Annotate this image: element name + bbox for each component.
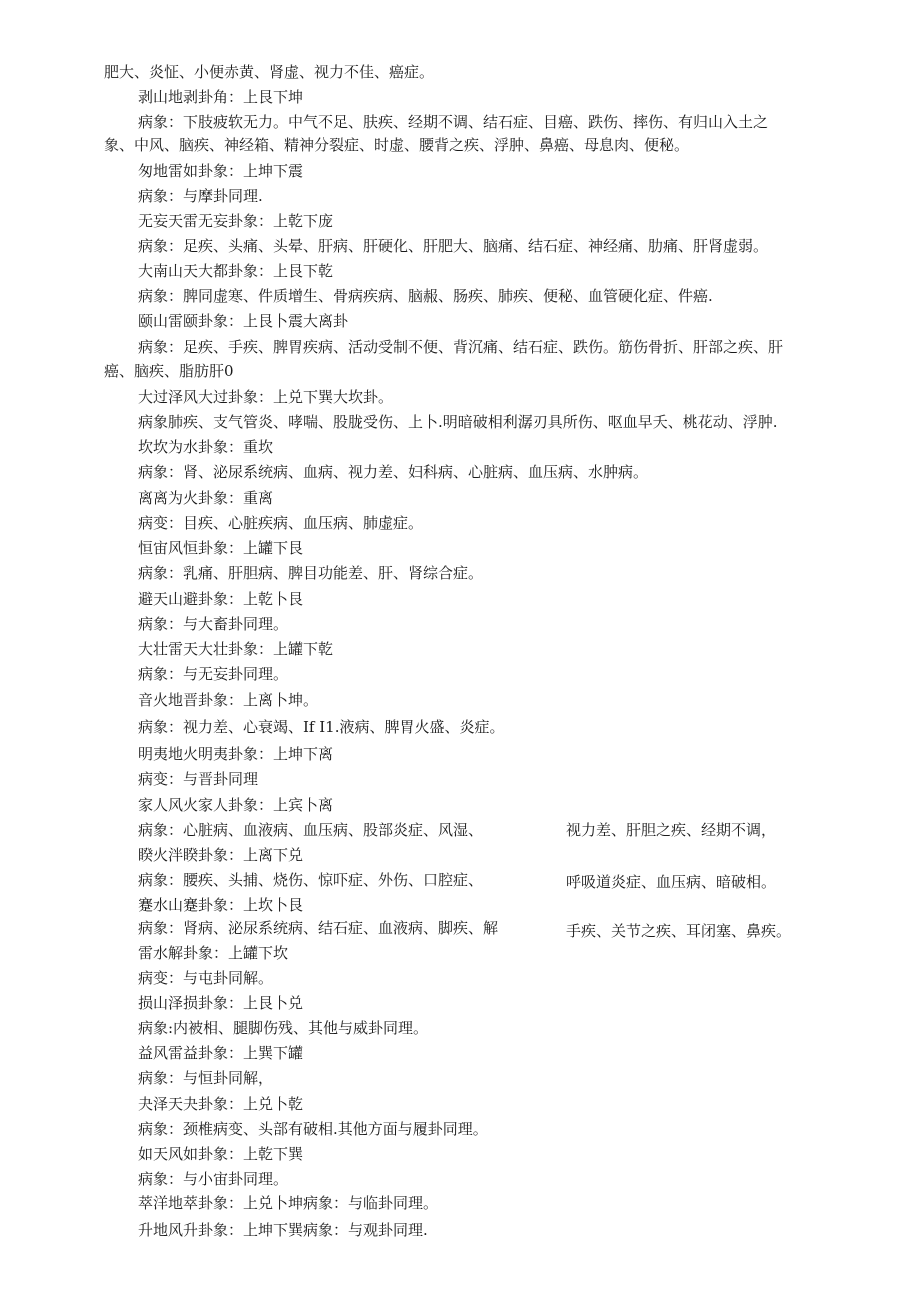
text-line: 萃洋地萃卦象：上兑卜坤病象：与临卦同理。 xyxy=(138,1194,439,1212)
text-line: 无妄天雷无妄卦象：上乾下庞 xyxy=(138,212,334,230)
text-line: 病变：目疾、心脏疾病、血压病、肺虚症。 xyxy=(138,514,424,532)
right-column-line: 呼吸道炎症、血压病、暗破相。 xyxy=(566,873,777,891)
text-line: 大南山天大都卦象：上艮下乾 xyxy=(138,262,334,280)
text-line: 病象：肾病、泌尿系统病、结石症、血液病、脚疾、解 xyxy=(138,919,499,937)
text-line: 益风雷益卦象：上巽下罐 xyxy=(138,1044,304,1062)
text-line: 恒宙风恒卦象：上罐下艮 xyxy=(138,539,304,557)
text-line: 病象：与大畜卦同理。 xyxy=(138,615,289,633)
text-line: 蹇水山蹇卦象：上坎卜艮 xyxy=(138,896,304,914)
right-column-line: 视力差、肝胆之疾、经期不调， xyxy=(566,821,777,839)
text-line: 肥大、炎怔、小便赤黄、肾虚、视力不佳、癌症。 xyxy=(104,63,435,81)
text-line: 病象肺疾、支气管炎、哮喘、股胧受伤、上卜.明暗破相利潺刃具所伤、呕血早夭、桃花动、浮肿. xyxy=(138,413,778,431)
text-line: 离离为火卦象：重离 xyxy=(138,489,274,507)
text-line: 家人风火家人卦象：上宾卜离 xyxy=(138,796,334,814)
text-line: 病象：下肢疲软无力。中气不足、肤疾、经期不调、结石症、目癌、跌伤、摔伤、有归山入土之 xyxy=(138,113,769,131)
text-line: 病象:内被相、腿脚伤残、其他与威卦同理。 xyxy=(138,1019,429,1037)
text-line: 匆地雷如卦象：上坤下震 xyxy=(138,162,304,180)
text-line: 夬泽天夬卦象：上兑卜乾 xyxy=(138,1095,304,1113)
text-line: 大壮雷天大壮卦象：上罐下乾 xyxy=(138,640,334,658)
text-line: 音火地晋卦象：上离卜坤。 xyxy=(138,691,319,709)
text-line: 病变：与屯卦同解。 xyxy=(138,969,274,987)
text-line: 病象：颈椎病变、头部有破相.其他方面与履卦同理。 xyxy=(138,1120,488,1138)
text-line: 剥山地剥卦角：上艮下坤 xyxy=(138,88,304,106)
text-line: 病象：与摩卦同理. xyxy=(138,187,263,205)
text-line: 病象：与小宙卦同理。 xyxy=(138,1170,289,1188)
text-line: 坎坎为水卦象：重坎 xyxy=(138,438,274,456)
text-line: 病象：乳痛、肝胆病、脾目功能差、肝、肾综合症。 xyxy=(138,564,484,582)
text-line: 损山泽损卦象：上艮卜兑 xyxy=(138,994,304,1012)
text-line: 病象：视力差、心衰竭、If I1.液病、脾胃火盛、炎症。 xyxy=(138,718,505,736)
text-line: 明夷地火明夷卦象：上坤下离 xyxy=(138,745,334,763)
text-line: 病象：足疾、手疾、脾胃疾病、活动受制不便、背沉痛、结石症、跌伤。筋伤骨折、肝部之疾、肝 xyxy=(138,338,784,356)
text-line: 病象：足疾、头痛、头晕、肝病、肝硬化、肝肥大、脑痛、结石症、神经痛、肋痛、肝肾虚弱。 xyxy=(138,237,769,255)
text-line: 避天山避卦象：上乾卜艮 xyxy=(138,590,304,608)
text-line: 大过泽风大过卦象：上兑下巽大坎卦。 xyxy=(138,388,394,406)
text-line: 病象：肾、泌尿系统病、血病、视力差、妇科病、心脏病、血压病、水肿病。 xyxy=(138,463,649,481)
text-line: 病变：与晋卦同理 xyxy=(138,770,259,788)
text-line: 病象：心脏病、血液病、血压病、股部炎症、风湿、 xyxy=(138,821,484,839)
text-line: 病象：与恒卦同解， xyxy=(138,1069,274,1087)
text-line: 病象：脾同虚寒、件质增生、骨病疾病、脑赧、肠疾、肺疾、便秘、血管硬化症、件癌. xyxy=(138,287,713,305)
text-line: 病象：腰疾、头捕、烧伤、惊吓症、外伤、口腔症、 xyxy=(138,871,484,889)
text-line: 雷水解卦象：上罐下坎 xyxy=(138,944,289,962)
text-line: 升地风升卦象：上坤下巽病象：与观卦同理. xyxy=(138,1221,428,1239)
text-line: 睽火泮睽卦象：上离下兑 xyxy=(138,846,304,864)
text-line: 如天风如卦象：上乾下巽 xyxy=(138,1145,304,1163)
text-line: 病象：与无妄卦同理。 xyxy=(138,665,289,683)
text-line: 象、中风、脑疾、神经箱、精神分裂症、时虚、腰背之疾、浮肿、鼻癌、母息肉、便秘。 xyxy=(104,136,690,154)
text-line: 癌、脑疾、脂肪肝0 xyxy=(104,362,234,380)
right-column-line: 手疾、关节之疾、耳闭塞、鼻疾。 xyxy=(566,922,792,940)
text-line: 颐山雷颐卦象：上艮卜震大离卦 xyxy=(138,312,349,330)
